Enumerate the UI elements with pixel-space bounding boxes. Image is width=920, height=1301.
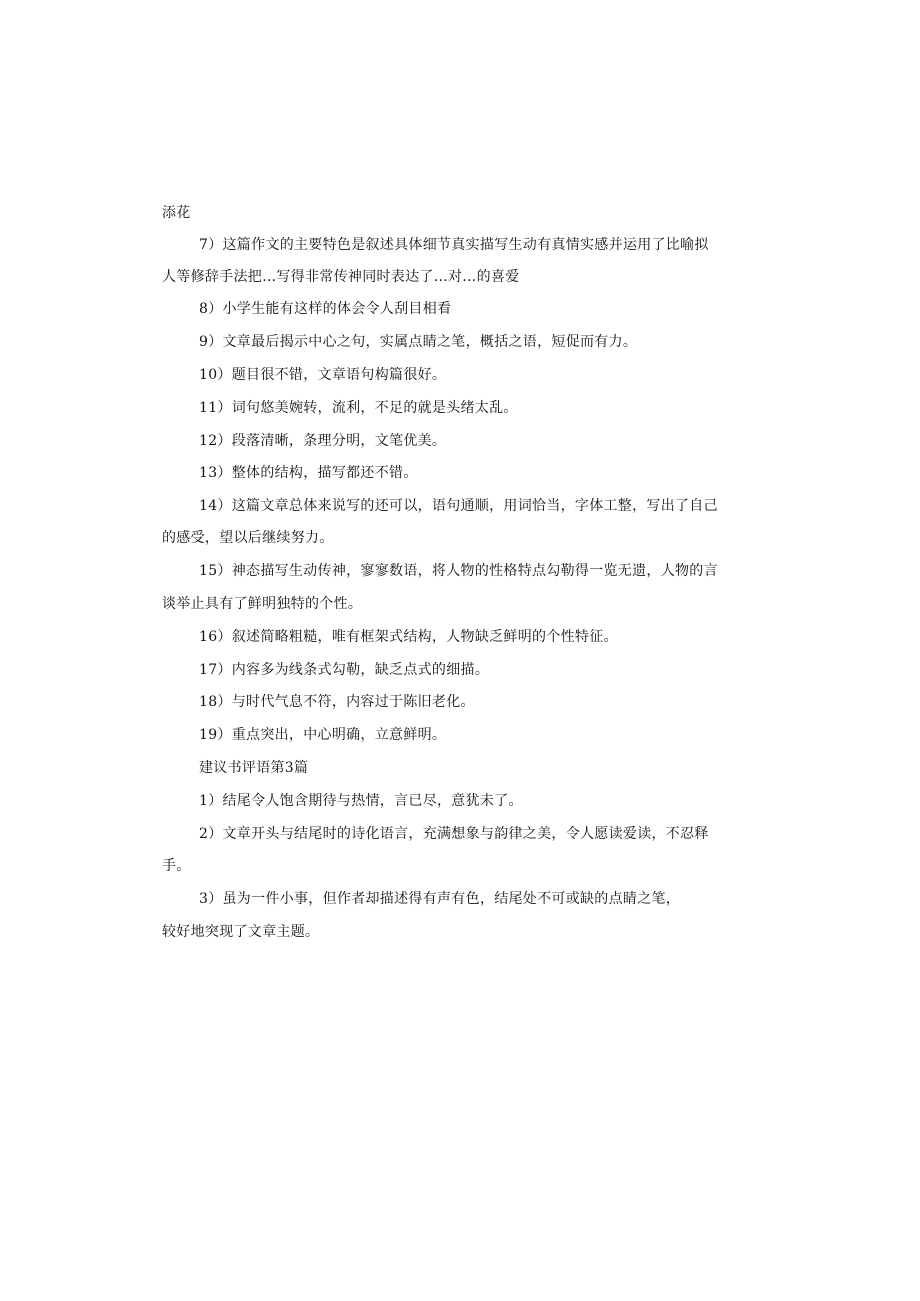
text-line: 7）这篇作文的主要特色是叙述具体细节真实描写生动有真情实感并运用了比喻拟 (199, 237, 709, 253)
text-line: 2）文章开头与结尾时的诗化语言，充满想象与韵律之美，令人愿读爱读，不忍释 (199, 826, 709, 842)
text-line: 较好地突现了文章主题。 (162, 924, 320, 940)
text-line: 13）整体的结构，描写都还不错。 (199, 465, 418, 481)
text-line: 手。 (162, 858, 191, 874)
text-line: 3）虽为一件小事，但作者却描述得有声有色，结尾处不可或缺的点睛之笔， (199, 891, 681, 907)
text-line: 18）与时代气息不符，内容过于陈旧老化。 (199, 694, 475, 710)
text-line: 10）题目很不错，文章语句构篇很好。 (199, 367, 447, 383)
text-line: 9）文章最后揭示中心之句，实属点睛之笔，概括之语，短促而有力。 (199, 334, 638, 350)
text-line: 人等修辞手法把…写得非常传神同时表达了…对…的喜爱 (162, 269, 520, 285)
text-line: 11）词句悠美婉转，流利，不足的就是头绪太乱。 (199, 400, 518, 416)
text-line: 1）结尾令人饱含期待与热情，言已尽，意犹未了。 (199, 793, 523, 809)
text-line: 17）内容多为线条式勾勒，缺乏点式的细描。 (199, 662, 490, 678)
text-line: 谈举止具有了鲜明独特的个性。 (162, 596, 363, 612)
text-line: 12）段落清晰，条理分明，文笔优美。 (199, 433, 447, 449)
section-heading: 建议书评语第3篇 (199, 760, 309, 776)
text-line: 的感受，望以后继续努力。 (162, 530, 334, 546)
text-line: 15）神态描写生动传神，寥寥数语，将人物的性格特点勾勒得一览无遗，人物的言 (199, 563, 718, 579)
text-line: 16）叙述简略粗糙，唯有框架式结构，人物缺乏鲜明的个性特征。 (199, 629, 618, 645)
text-line: 添花 (162, 205, 191, 221)
text-line: 19）重点突出，中心明确，立意鲜明。 (199, 727, 447, 743)
text-line: 8）小学生能有这样的体会令人刮目相看 (199, 301, 452, 317)
text-line: 14）这篇文章总体来说写的还可以，语句通顺，用词恰当，字体工整，写出了自己 (199, 498, 718, 514)
